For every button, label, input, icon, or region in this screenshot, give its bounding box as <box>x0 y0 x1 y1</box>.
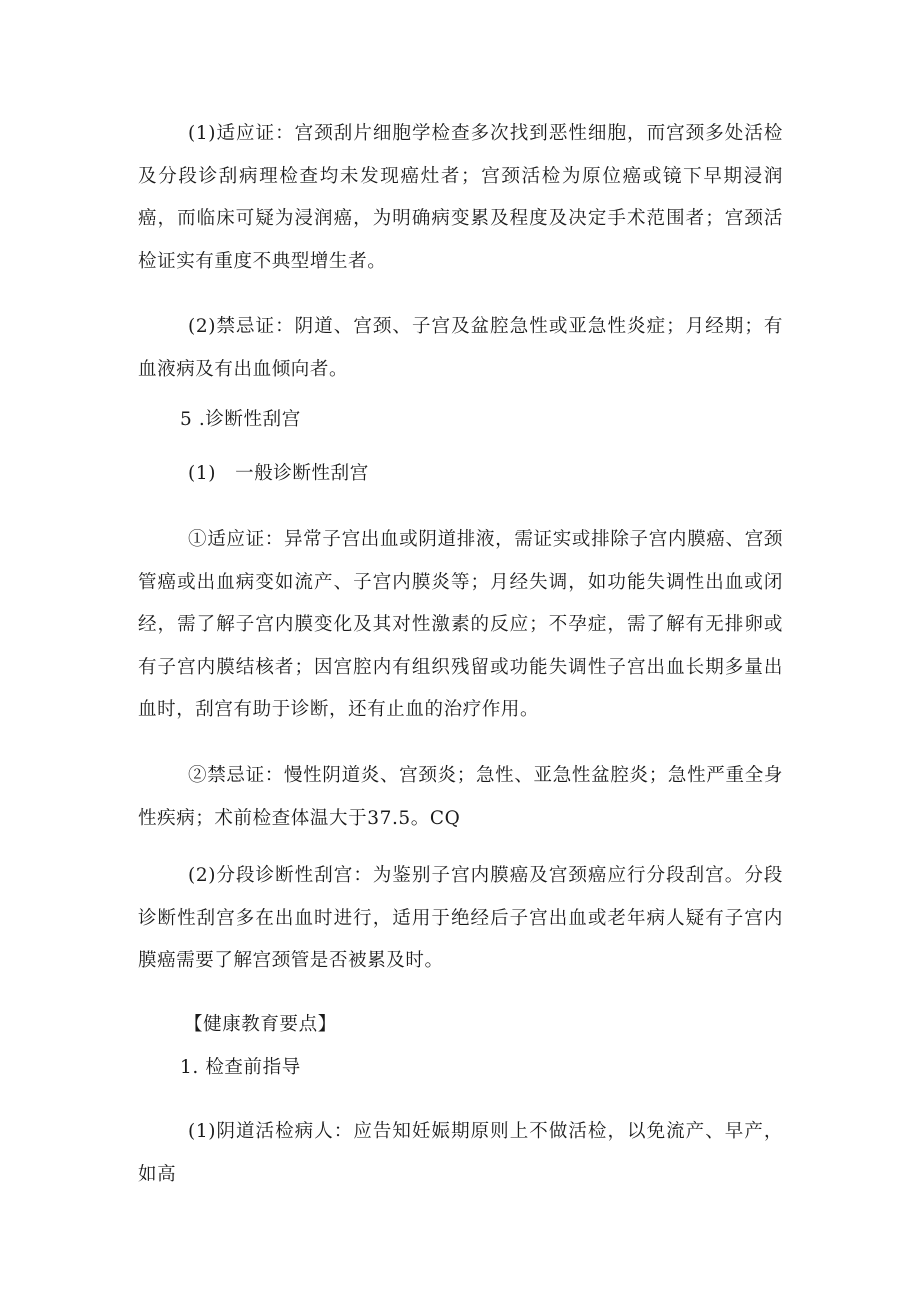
subsection-heading-general-curettage: (1) 一般诊断性刮宫 <box>188 463 369 484</box>
paragraph-indications: (1)适应证：宫颈刮片细胞学检查多次找到恶性细胞，而宫颈多处活检及分段诊刮病理检查均未发现癌灶者；宫颈活检为原位癌或镜下早期浸润癌，而临床可疑为浸润癌，为明确病变累及程度及决定手术范围者；宫颈活检证实有重度不典型增生者。 <box>138 123 783 272</box>
section-heading-health-education: 【健康教育要点】 <box>184 1014 337 1035</box>
paragraph-curettage-contraindications: ②禁忌证：慢性阴道炎、宫颈炎；急性、亚急性盆腔炎；急性严重全身性疾病；术前检查体温大于37.5。CQ <box>138 765 783 829</box>
subsection-heading-pre-exam-guidance: 1. 检查前指导 <box>180 1057 301 1078</box>
paragraph-vaginal-biopsy: (1)阴道活检病人：应告知妊娠期原则上不做活检，以免流产、早产，如高 <box>138 1121 783 1185</box>
section-heading-diagnostic-curettage: 5 .诊断性刮宫 <box>180 409 301 430</box>
paragraph-fractional-curettage: (2)分段诊断性刮宫：为鉴别子宫内膜癌及宫颈癌应行分段刮宫。分段诊断性刮宫多在出血时进行，适用于绝经后子宫出血或老年病人疑有子宫内膜癌需要了解宫颈管是否被累及时。 <box>138 865 783 971</box>
paragraph-curettage-indications: ①适应证：异常子宫出血或阴道排液，需证实或排除子宫内膜癌、宫颈管癌或出血病变如流产、子宫内膜炎等；月经失调，如功能失调性出血或闭经，需了解子宫内膜变化及其对性激素的反应；不孕症，需了解有无排卵或有子宫内膜结核者；因宫腔内有组织残留或功能失调性子宫出血长期多量出血时，刮宫有助于诊断，还有止血的治疗作用。 <box>138 529 783 720</box>
paragraph-contraindications: (2)禁忌证：阴道、宫颈、子宫及盆腔急性或亚急性炎症；月经期；有血液病及有出血倾向者。 <box>138 316 783 380</box>
